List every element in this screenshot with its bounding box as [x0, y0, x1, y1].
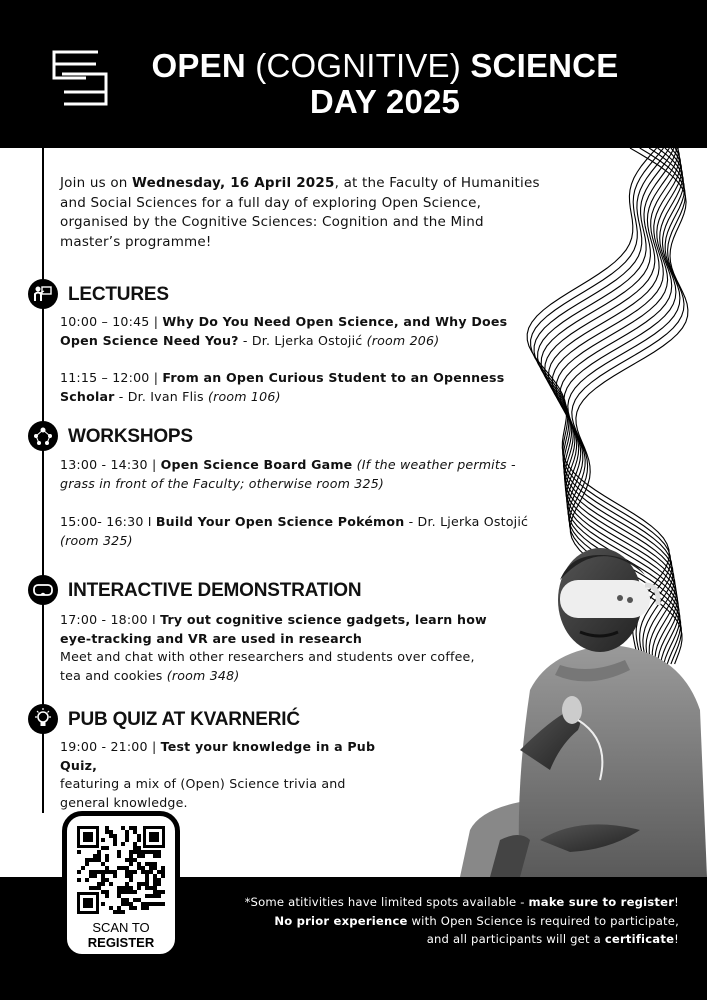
lecture-item-1: 10:00 – 10:45 | Why Do You Need Open Science, and Why Does Open Science Need You? - Dr. Ljerka Ostojić (room 206) [60, 314, 508, 348]
qr-code-icon[interactable] [77, 826, 165, 914]
page-title: OPEN (COGNITIVE) SCIENCE DAY 2025 [151, 47, 619, 120]
lecturer-icon [28, 279, 58, 309]
section-title-lectures: LECTURES [68, 284, 169, 305]
quiz-item: 19:00 - 21:00 | Test your knowledge in a Pub Quiz, featuring a mix of (Open) Science trivia and general knowledge. [60, 739, 376, 810]
section-title-demonstration: INTERACTIVE DEMONSTRATION [68, 580, 362, 601]
workshop-item-1: 13:00 - 14:30 | Open Science Board Game (If the weather permits - grass in front of the Faculty; otherwise room 325) [60, 457, 516, 491]
vr-user-photo [460, 540, 707, 877]
workshop-item-2: 15:00- 16:30 I Build Your Open Science Pokémon - Dr. Ljerka Ostojić (room 325) [60, 514, 529, 548]
vr-headset-icon [28, 575, 58, 605]
register-qr-card[interactable] [62, 811, 180, 959]
brackets-logo-icon [50, 46, 110, 108]
header-banner [0, 0, 707, 148]
footer-note: *Some atitivities have limited spots available - make sure to register! No prior experience with Open Science is required to participate, and all participants will get a certificate! [244, 895, 679, 946]
lecture-item-2: 11:15 – 12:00 | From an Open Curious Student to an Openness Scholar - Dr. Ivan Flis (room 106) [60, 370, 505, 404]
intro-text: Join us on Wednesday, 16 April 2025, at the Faculty of Humanities and Social Sciences for a full day of exploring Open Science, organised by the Cognitive Sciences: Cognition and the Mind master’s programme! [60, 175, 540, 250]
section-title-workshops: WORKSHOPS [68, 426, 193, 447]
demo-item: 17:00 - 18:00 I Try out cognitive science gadgets, learn how eye-tracking and VR are used in research Meet and chat with other researchers and students over coffee, tea and cookies (room 348) [60, 612, 487, 683]
lightbulb-icon [28, 704, 58, 734]
section-title-pub-quiz: PUB QUIZ AT KVARNERIĆ [68, 709, 300, 730]
workshop-network-icon [28, 421, 58, 451]
scan-to-register-label: SCAN TO REGISTER [87, 920, 155, 950]
